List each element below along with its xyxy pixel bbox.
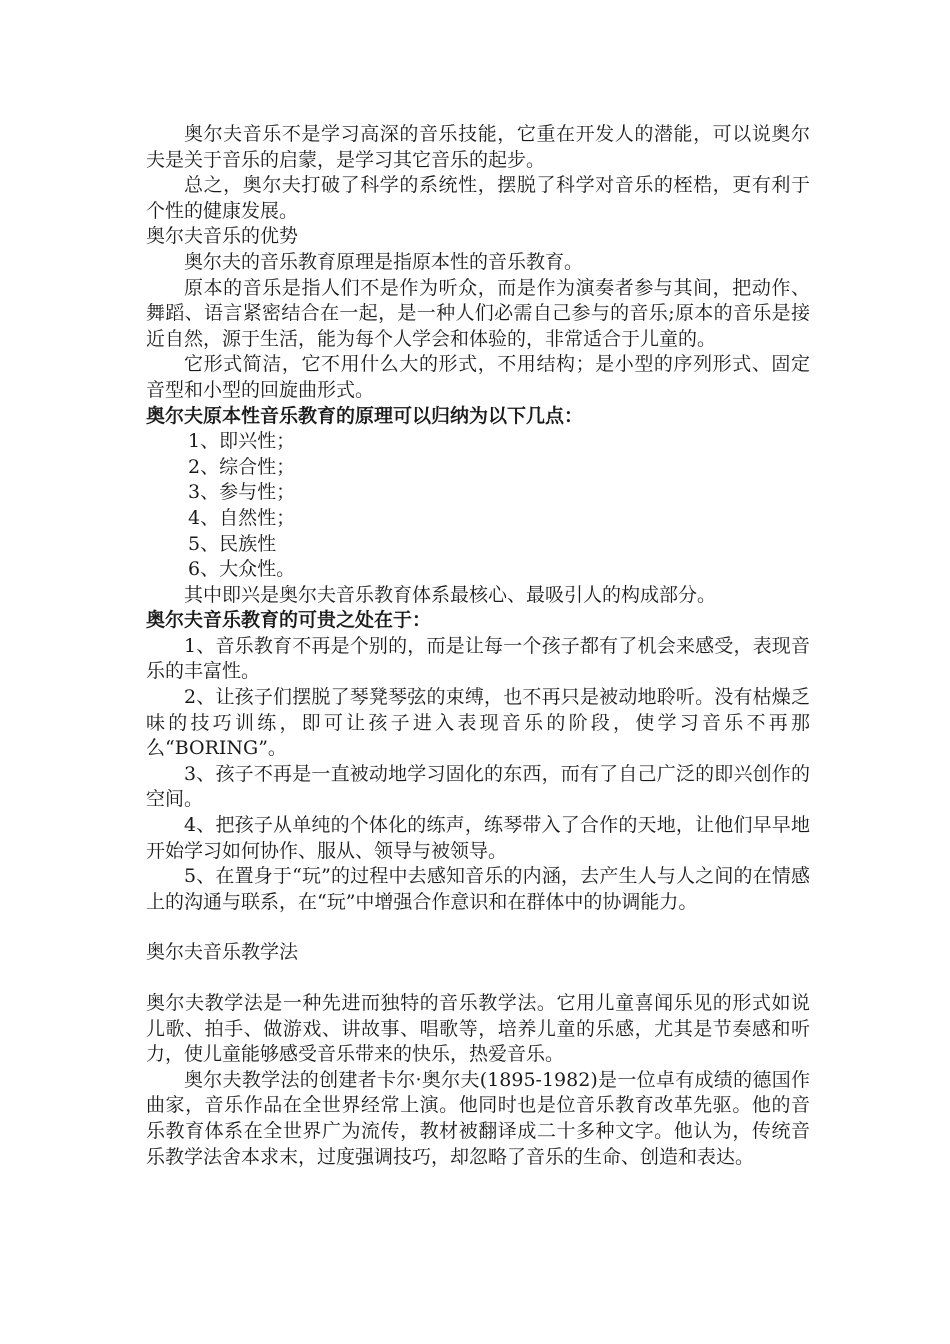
section-heading: 奥尔夫音乐的优势: [146, 225, 299, 248]
paragraph: 奥尔夫的音乐教育原理是指原本性的音乐教育。: [184, 250, 584, 273]
paragraph: 它形式简洁，它不用什么大的形式，不用结构；是小型的序列形式、固定音型和小型的回旋曲形式。: [146, 353, 810, 401]
list-item: 2、综合性；: [188, 455, 296, 478]
blank-line: [146, 915, 810, 940]
paragraph: 奥尔夫教学法是一种先进而独特的音乐教学法。它用儿童喜闻乐见的形式如说儿歌、拍手、做游戏、讲故事、唱歌等，培养儿童的乐感，尤其是节奏感和听力，使儿童能够感受音乐带来的快乐，热爱音乐。: [146, 992, 810, 1066]
section-heading: 奥尔夫音乐教育的可贵之处在于：: [146, 609, 432, 632]
paragraph: 3、孩子不再是一直被动地学习固化的东西，而有了自己广泛的即兴创作的空间。: [146, 762, 810, 811]
paragraph: 其中即兴是奥尔夫音乐教育体系最核心、最吸引人的构成部分。: [184, 583, 717, 606]
list-item: 5、民族性: [188, 532, 277, 555]
paragraph: 2、让孩子们摆脱了琴凳琴弦的束缚，也不再只是被动地聆听。没有枯燥乏味的技巧训练，即可让孩子进入表现音乐的阶段，使学习音乐不再那么“BORING”。: [146, 686, 810, 760]
paragraph: 4、把孩子从单纯的个体化的练声，练琴带入了合作的天地，让他们早早地开始学习如何协作、服从、领导与被领导。: [146, 814, 810, 862]
document-page: [146, 122, 810, 1170]
paragraph: 1、音乐教育不再是个别的，而是让每一个孩子都有了机会来感受，表现音乐的丰富性。: [146, 634, 810, 683]
list-item: 4、自然性；: [188, 506, 296, 529]
blank-line: [146, 966, 810, 991]
paragraph: 奥尔夫音乐不是学习高深的音乐技能，它重在开发人的潜能，可以说奥尔夫是关于音乐的启蒙，是学习其它音乐的起步。: [146, 123, 810, 171]
list-item: 3、参与性；: [188, 481, 296, 504]
list-item: 6、大众性。: [188, 558, 296, 581]
paragraph: 5、在置身于“玩”的过程中去感知音乐的内涵，去产生人与人之间的在情感上的沟通与联系，在“玩”中增强合作意识和在群体中的协调能力。: [146, 865, 810, 913]
paragraph: 奥尔夫教学法的创建者卡尔·奥尔夫(1895-1982)是一位卓有成绩的德国作曲家，音乐作品在全世界经常上演。他同时也是位音乐教育改革先驱。他的音乐教育体系在全世界广为流传，教材被翻译成二十多种文字。他认为，传统音乐教学法舍本求末，过度强调技巧，却忽略了音乐的生命、创造和表达。: [146, 1068, 810, 1168]
paragraph: 原本的音乐是指人们不是作为听众，而是作为演奏者参与其间，把动作、舞蹈、语言紧密结合在一起，是一种人们必需自己参与的音乐;原本的音乐是接近自然，源于生活，能为每个人学会和体验的，非常适合于儿童的。: [146, 276, 810, 350]
list-item: 1、即兴性；: [188, 430, 296, 453]
paragraph: 总之，奥尔夫打破了科学的系统性，摆脱了科学对音乐的桎梏，更有利于个性的健康发展。: [146, 174, 810, 222]
section-heading: 奥尔夫音乐教学法: [146, 941, 299, 964]
section-heading: 奥尔夫原本性音乐教育的原理可以归纳为以下几点：: [146, 404, 584, 427]
